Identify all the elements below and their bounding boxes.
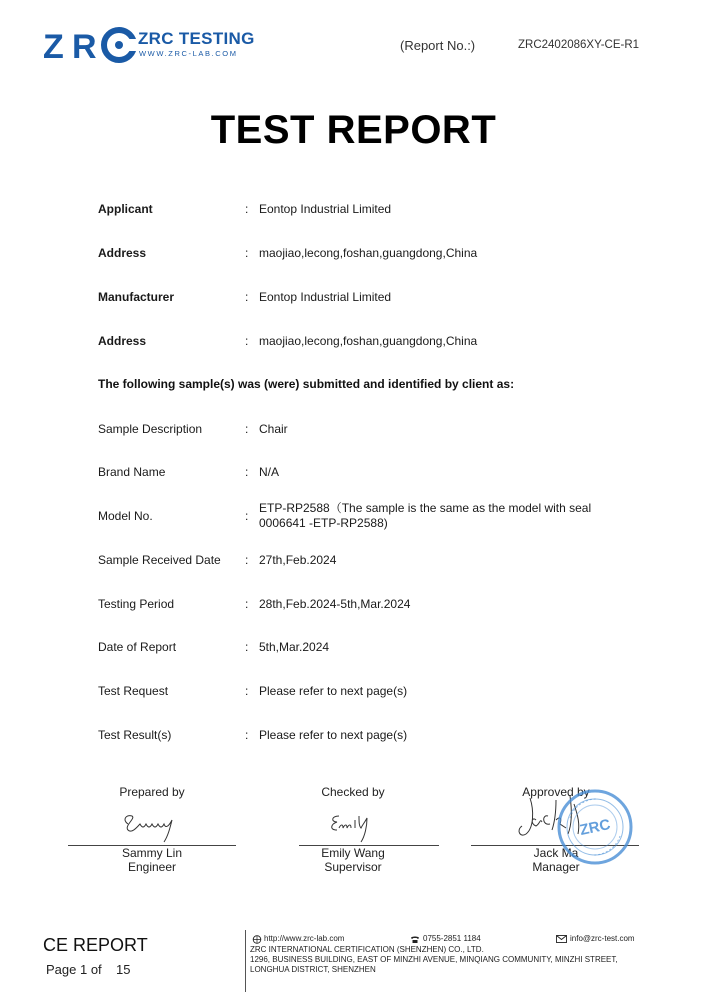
address-value: maojiao,lecong,foshan,guangdong,China (259, 334, 478, 348)
page-label (46, 962, 102, 977)
footer-website[interactable]: http://www.zrc-lab.com (264, 934, 345, 943)
testing-period-label: Testing Period (98, 597, 175, 611)
received-date-label: Sample Received Date (98, 553, 221, 567)
company-url: WWW.ZRC-LAB.COM (139, 49, 238, 58)
checked-by-title: Supervisor (324, 860, 382, 874)
model-no-label: Model No. (98, 509, 153, 523)
brand-name-label: Brand Name (98, 465, 166, 479)
company-logo (42, 24, 272, 66)
company-seal-stamp (556, 788, 634, 866)
prepared-by-name: Sammy Lin (121, 846, 183, 860)
svg-text:ZRC: ZRC (578, 815, 612, 840)
svg-text:Z: Z (43, 28, 64, 66)
brand-name-value: N/A (259, 465, 280, 479)
testing-period-value: 28th,Feb.2024-5th,Mar.2024 (259, 597, 411, 611)
footer-address-line2: LONGHUA DISTRICT, SHENZHEN (250, 965, 376, 974)
company-name: ZRC TESTING (138, 29, 255, 48)
report-no-label: (Report No.:) (400, 38, 476, 53)
colon: : (245, 728, 249, 742)
colon: : (245, 422, 249, 436)
manufacturer-label: Manufacturer (98, 290, 175, 304)
applicant-value: Eontop Industrial Limited (259, 202, 392, 216)
colon: : (245, 684, 249, 698)
sample-description-value: Chair (259, 422, 288, 436)
colon: : (245, 465, 249, 479)
email-icon (556, 935, 567, 943)
phone-icon (410, 935, 420, 944)
test-request-value: Please refer to next page(s) (259, 684, 408, 698)
applicant-label: Applicant (98, 202, 153, 216)
prepared-by-title: Engineer (127, 860, 177, 874)
page-title: TEST REPORT (210, 108, 497, 152)
test-request-label: Test Request (98, 684, 169, 698)
sample-description-label: Sample Description (98, 422, 203, 436)
address-label: Address (98, 334, 147, 348)
colon: : (245, 290, 249, 304)
model-no-value: ETP-RP2588（The sample is the same as the model with seal 0006641 -ETP-RP2588) (259, 501, 592, 530)
received-date-value: 27th,Feb.2024 (259, 553, 337, 567)
sammy-signature (118, 806, 188, 846)
emily-signature (325, 808, 375, 846)
footer-email[interactable]: info@zrc-test.com (570, 934, 635, 943)
zrc-logo-icon (42, 24, 138, 66)
address-value: maojiao,lecong,foshan,guangdong,China (259, 246, 478, 260)
colon: : (245, 553, 249, 567)
footer-phone: 0755-2851 1184 (423, 934, 481, 943)
prepared-by-label: Prepared by (119, 785, 185, 799)
test-result-value: Please refer to next page(s) (259, 728, 408, 742)
footer-company: ZRC INTERNATIONAL CERTIFICATION (SHENZHEN) CO., LTD. (250, 945, 484, 954)
test-result-label: Test Result(s) (98, 728, 172, 742)
colon: : (245, 334, 249, 348)
report-no-value: ZRC2402086XY-CE-R1 (518, 39, 640, 51)
checked-by-label: Checked by (321, 785, 385, 799)
page-label-text: Page 1 of (46, 962, 102, 977)
colon: : (245, 246, 249, 260)
footer-divider (245, 930, 246, 992)
colon: : (245, 509, 249, 523)
approved-by-title: Manager (532, 860, 580, 874)
sample-intro: The following sample(s) was (were) submitted and identified by client as: (98, 377, 515, 391)
address-label: Address (98, 246, 147, 260)
checked-by-name: Emily Wang (321, 846, 385, 860)
footer-address-line1: 1296, BUSINESS BUILDING, EAST OF MINZHI AVENUE, MINQIANG COMMUNITY, MINZHI STREET, (250, 955, 618, 964)
svg-text:R: R (72, 28, 97, 66)
report-date-value: 5th,Mar.2024 (259, 640, 330, 654)
globe-icon (252, 935, 262, 944)
page-total: 15 (116, 962, 131, 977)
ce-report-label: CE REPORT (43, 935, 148, 955)
colon: : (245, 597, 249, 611)
report-date-label: Date of Report (98, 640, 177, 654)
colon: : (245, 202, 249, 216)
approved-by-label: Approved by (522, 785, 590, 799)
manufacturer-value: Eontop Industrial Limited (259, 290, 392, 304)
approved-by-name: Jack Ma (533, 846, 579, 860)
colon: : (245, 640, 249, 654)
